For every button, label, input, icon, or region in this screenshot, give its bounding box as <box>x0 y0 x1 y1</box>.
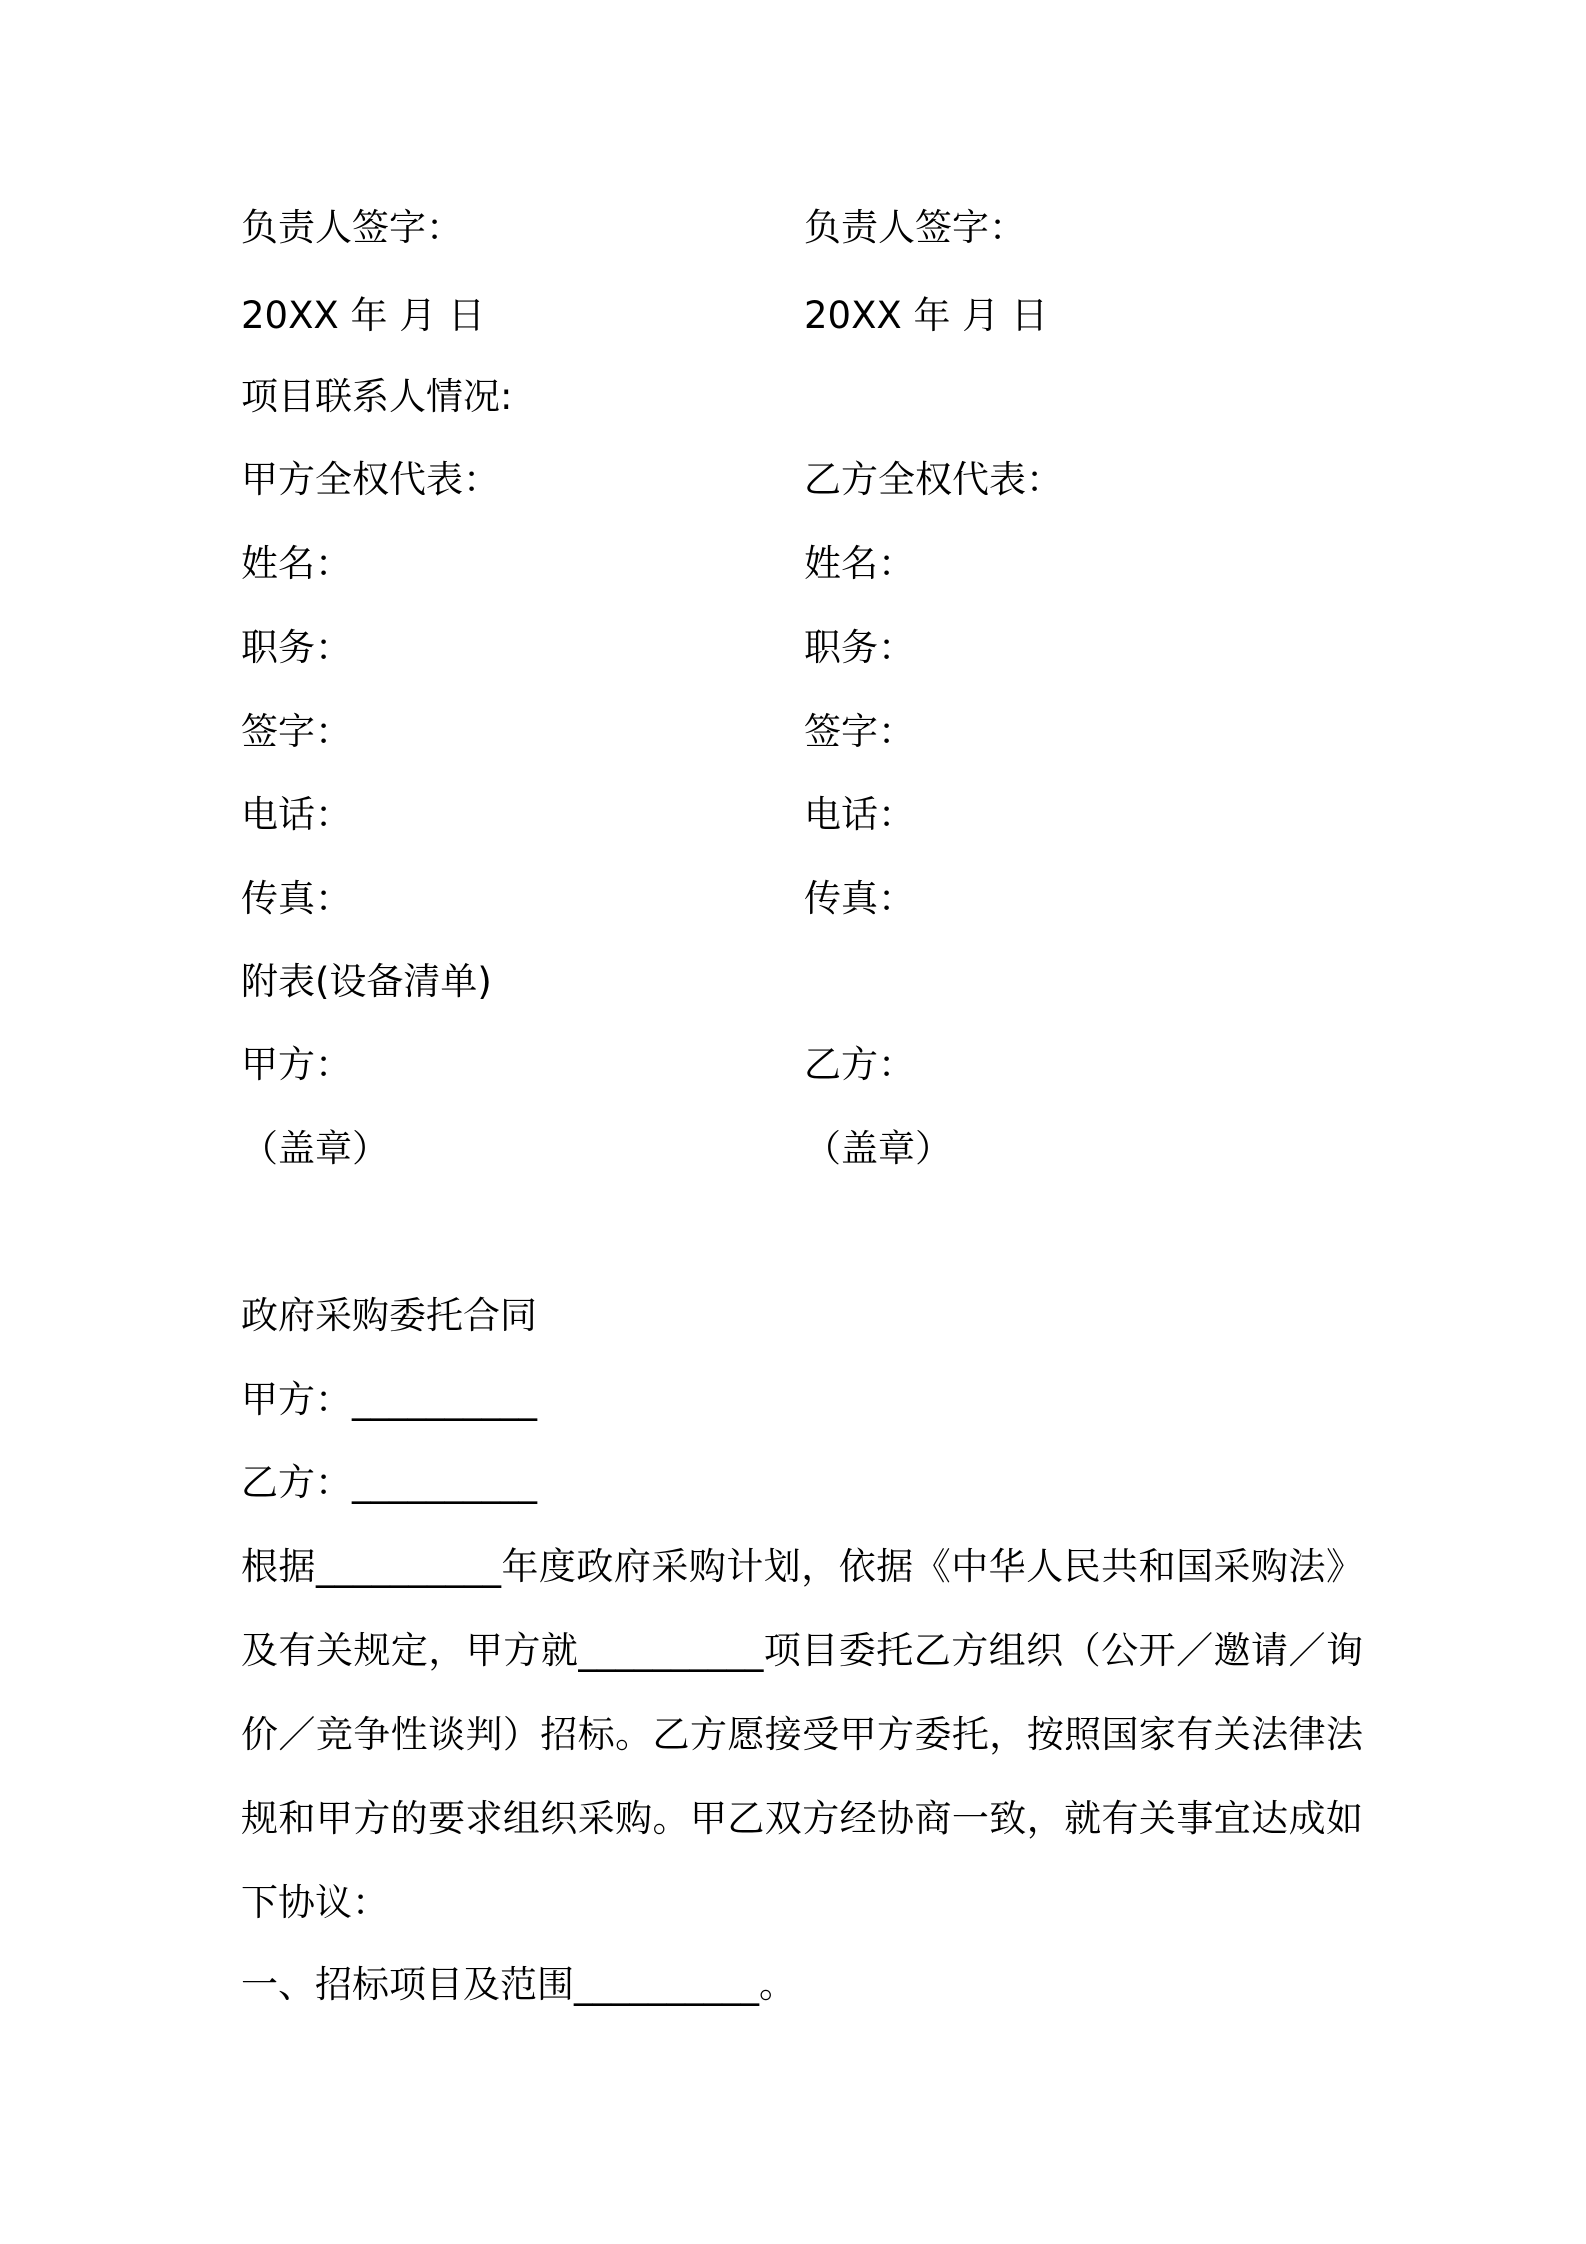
party-b-fax-field: 传真： <box>804 877 915 920</box>
party-a-name-field: 姓名： <box>241 542 352 585</box>
party-b-signature-field: 签字： <box>804 710 915 753</box>
left-signer-label: 负责人签字： <box>241 206 463 249</box>
party-a-signature-field: 签字： <box>241 710 352 753</box>
right-signer-label: 负责人签字： <box>804 206 1026 249</box>
contacts-heading: 项目联系人情况: <box>241 375 513 418</box>
party-b-name-field: 姓名： <box>804 542 915 585</box>
party-a-phone-field: 电话： <box>241 793 352 836</box>
appendix-party-b: 乙方： <box>804 1043 915 1086</box>
clause-1: 一、招标项目及范围__________。 <box>241 1963 796 2006</box>
contract-party-a: 甲方：__________ <box>241 1378 537 1421</box>
seal-a: （盖章） <box>241 1127 389 1170</box>
party-a-rep-label: 甲方全权代表： <box>241 458 500 501</box>
appendix-party-a: 甲方： <box>241 1043 352 1086</box>
party-a-title-field: 职务： <box>241 626 352 669</box>
contract-title: 政府采购委托合同 <box>241 1294 537 1337</box>
right-date: 20XX 年 月 日 <box>804 294 1049 337</box>
seal-b: （盖章） <box>804 1127 952 1170</box>
party-b-phone-field: 电话： <box>804 793 915 836</box>
party-b-title-field: 职务： <box>804 626 915 669</box>
appendix-title: 附表(设备清单) <box>241 960 492 1003</box>
left-date: 20XX 年 月 日 <box>241 294 486 337</box>
party-a-fax-field: 传真： <box>241 877 352 920</box>
contract-preamble: 根据__________年度政府采购计划，依据《中华人民共和国采购法》及有关规定，甲方就__________项目委托乙方组织（公开／邀请／询价／竞争性谈判）招标。乙方愿接受甲方委托，按照国家有关法律法规和甲方的要求组织采购。甲乙双方经协商一致，就有关事宜达成如下协议： <box>241 1545 1363 1924</box>
party-b-rep-label: 乙方全权代表： <box>804 458 1063 501</box>
contract-party-b: 乙方：__________ <box>241 1461 537 1504</box>
